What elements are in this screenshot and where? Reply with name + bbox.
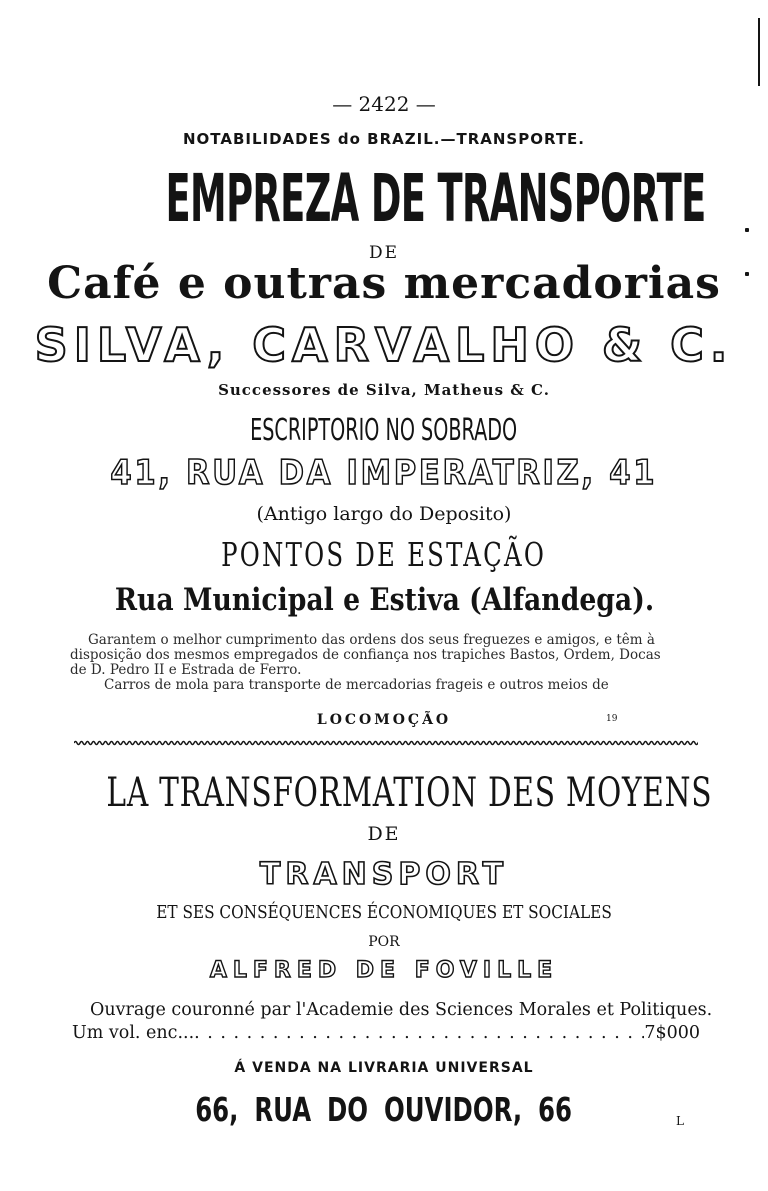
book-title-text: LA TRANSFORMATION DES MOYENS [106,770,713,816]
signature-letter: L [676,1114,684,1128]
page-number: — 2422 — [332,92,436,116]
shop-address-text: 66, RUA DO OUVIDOR, 66 [195,1090,573,1129]
goods-heading: Café e outras mercadorias [47,258,721,309]
sale-notice: Á VENDA NA LIVRARIA UNIVERSAL [234,1060,534,1076]
volume-label: Um vol. enc... [72,1023,195,1043]
page-mark: 19 [606,714,618,724]
body-line: de D. Pedro II e Estrada de Ferro. [70,662,302,678]
ad-body-paragraph [70,633,702,693]
locomocao-word: LOCOMOÇÃO [316,712,452,728]
ad-de-connector: DE [368,243,400,263]
book-por: POR [368,934,400,950]
book-de-connector: DE [367,823,401,845]
body-line: Carros de mola para transporte de mercadorias frageis e outros meios de [104,677,609,693]
ad-headline-text: EMPREZA DE TRANSPORTE [165,160,706,237]
stations-list-text: Rua Municipal e Estiva (Alfandega). [114,582,654,618]
book-award: Ouvrage couronné par l'Academie des Sciences Morales et Politiques. [90,1000,713,1020]
stations-list [0,582,768,618]
successors-line: Successores de Silva, Matheus & C. [218,381,550,399]
book-subtitle [0,902,768,923]
book-subtitle-text: ET SES CONSÉQUENCES ÉCONOMIQUES ET SOCIALES [156,902,612,923]
office-heading-text: ESCRIPTORIO NO SOBRADO [250,413,518,448]
ad-headline [0,160,768,237]
body-line: Garantem o melhor cumprimento das ordens dos seus freguezes e amigos, e têm à [88,632,655,648]
body-line: disposição dos mesmos empregados de confiança nos trapiches Bastos, Ordem, Docas [70,647,661,663]
book-price: 7$000 [644,1023,700,1043]
stations-heading [0,535,768,574]
book-title [0,770,768,816]
firm-name: SILVA, CARVALHO & C. [34,318,734,372]
shop-address [0,1090,768,1129]
margin-edge-line [758,18,760,86]
book-title-transport: TRANSPORT [259,857,509,892]
office-address [0,453,768,493]
office-address-text: 41, RUA DA IMPERATRIZ, 41 [110,453,658,493]
running-head: NOTABILIDADES do BRAZIL.—TRANSPORTE. [182,130,586,148]
dot-leader [194,1023,644,1043]
book-author: ALFRED DE FOVILLE [209,958,559,983]
office-heading [0,413,768,448]
price-line [72,1023,700,1043]
stations-heading-text: PONTOS DE ESTAÇÃO [221,535,547,574]
wavy-divider-rule [74,740,698,746]
old-name-note: (Antigo largo do Deposito) [256,503,512,525]
